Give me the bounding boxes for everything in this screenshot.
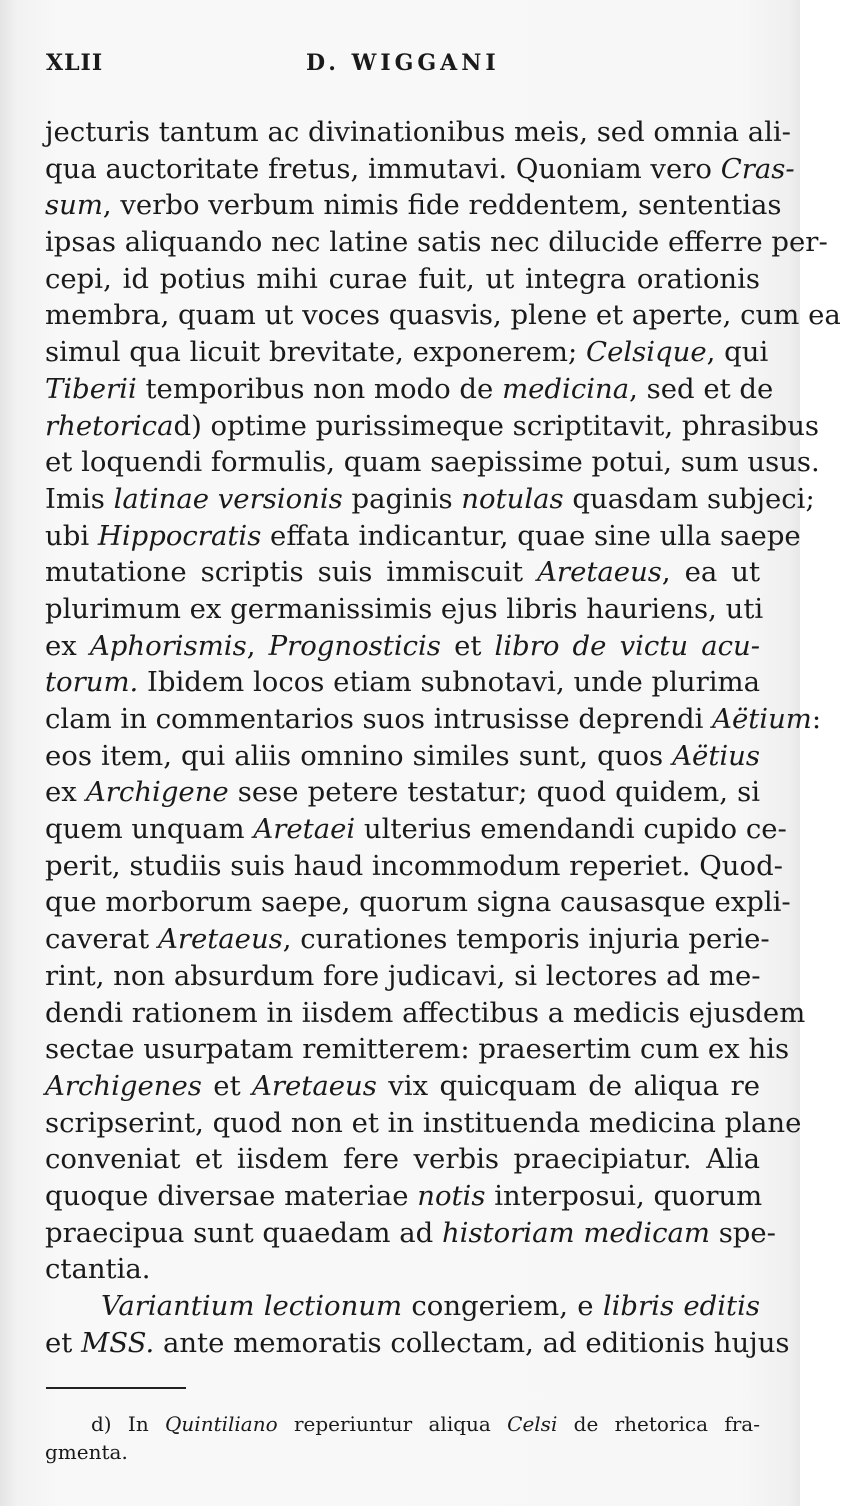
text-run: Ibidem locos etiam subnotavi, unde plurima [138,666,761,699]
italic-text: Tiberii [45,372,137,405]
text-run: dendi rationem in iisdem affectibus a medicis ejusdem [45,996,806,1029]
text-run: , ea ut [661,556,760,589]
italic-text: historiam medicam [441,1216,710,1249]
text-run: jecturis tantum ac divinationibus meis, sed omnia ali- [45,116,791,148]
text-run: vix quicquam de aliqua re [376,1069,761,1102]
running-head: D. WIGGANI [306,50,500,76]
text-line [45,224,828,261]
text-line [45,408,820,445]
text-run: et [45,1326,82,1359]
italic-text: rhetorica [45,409,174,442]
text-run: eos item, qui aliis omnino similes sunt, quos [45,739,673,772]
text-run: quem unquam [45,813,254,846]
text-line [45,1068,760,1105]
footnote-line [45,1410,760,1438]
text-line [45,848,783,885]
text-run: interposui, quorum [485,1179,763,1212]
text-run: Imis [45,482,114,515]
text-line [45,297,841,334]
text-line [45,1178,763,1215]
page-header [46,42,760,82]
text-run: que morborum saepe, quorum signa causasque expli- [45,886,791,919]
text-line [45,1031,790,1068]
italic-text: Archigenes [45,1069,202,1102]
text-line [45,1105,802,1142]
text-run: conveniat et iisdem fere verbis praecipiatur. Alia [45,1143,760,1176]
italic-text: Aretaeus [252,1069,377,1102]
text-run: scripserint, quod non et in instituenda medicina plane [45,1106,802,1139]
text-line [45,774,760,811]
text-line [45,518,801,555]
text-line [45,151,795,188]
italic-text: Cras- [720,152,795,185]
text-line [45,444,820,481]
text-run: et loquendi formulis, quam saepissime potui, sum usus. [45,446,820,479]
text-run: perit, studiis suis haud incommodum reperiet. Quod- [45,849,783,882]
text-line [45,334,769,371]
text-run: ante memoratis collectam, ad editionis hujus [154,1326,790,1359]
italic-text: Aretaei [253,813,356,846]
text-line [45,811,787,848]
italic-text: notis [417,1179,486,1212]
text-run: , sed et de [629,372,774,405]
text-run: d) optime purissimeque scriptitavit, phrasibus [173,409,820,442]
text-run: paginis [342,482,462,515]
footnote-divider [46,1387,186,1389]
italic-text: Quintiliano [165,1412,278,1436]
italic-text: sum [45,189,103,222]
text-line [45,1141,760,1178]
italic-text: Aphorismis [89,629,247,662]
body-text [45,114,841,1361]
italic-text: medicina [502,372,630,405]
text-run: de rhetorica fra- [557,1412,760,1436]
text-run: quoque diversae materiae [45,1179,418,1212]
text-line [45,995,806,1032]
text-line [45,187,782,224]
italic-text: Variantium lectionum [101,1290,403,1322]
italic-text: Aretaeus [157,923,283,956]
text-run: reperiuntur aliqua [277,1412,508,1436]
text-run: effata indicantur, quae sine ulla saepe [261,519,801,552]
italic-text: MSS. [81,1326,155,1359]
text-line [45,1251,760,1288]
text-run: praecipua sunt quaedam ad [45,1216,442,1249]
italic-text: latinae versionis [113,482,343,515]
text-line [45,1215,776,1252]
text-run: ex [45,629,90,662]
italic-text: Celsi [507,1412,558,1436]
text-run: , curationes temporis injuria perie- [282,923,770,956]
text-line [45,261,760,298]
italic-text: Hippocratis [97,519,262,552]
text-run: cepi, id potius mihi curae fuit, ut integra orationis [45,262,760,295]
text-run: gmenta. [45,1440,128,1464]
text-line [45,701,822,738]
text-run: plurimum ex germanissimis ejus libris hauriens, uti [45,592,764,625]
text-line [45,738,760,775]
text-line [45,664,760,701]
text-line [45,554,760,591]
text-run: ulterius emendandi cupido ce- [355,813,787,846]
text-run: congeriem, e [402,1290,603,1322]
text-line [45,628,760,665]
text-run: ctantia. [45,1253,151,1286]
text-run: temporibus non modo de [136,372,503,405]
italic-text: notulas [461,482,564,515]
text-run: ipsas aliquando nec latine satis nec dilucide efferre per- [45,226,828,259]
text-run: sectae usurpatam remitterem: praesertim cum ex his [45,1033,790,1066]
text-run: simul qua licuit brevitate, exponerem; [45,336,587,369]
text-line [45,1288,760,1325]
text-run: quasdam subjeci; [563,482,815,515]
text-run: clam in commentarios suos intrusisse deprendi [45,703,713,735]
italic-text: Aëtius [672,739,760,772]
italic-text: libro de victu acu- [494,629,760,662]
footnote [45,1410,760,1466]
text-run: qua auctoritate fretus, immutavi. Quoniam vero [45,152,721,185]
text-run: , qui [706,336,769,369]
italic-text: Celsique [586,336,707,369]
text-line [45,1325,790,1362]
text-run: et [201,1069,253,1102]
text-run: : [811,703,822,735]
text-line [45,481,815,518]
text-run: ubi [45,519,98,552]
text-run: caverat [45,923,158,956]
text-run: sese petere testatur; quod quidem, si [228,776,761,809]
text-line [45,114,791,151]
text-line [45,958,760,995]
text-line [45,921,770,958]
italic-text: Aretaeus [537,556,662,589]
italic-text: Archigene [85,776,229,809]
page-number: XLII [46,50,104,76]
text-line [45,371,774,408]
text-line [45,884,791,921]
text-run: , [246,629,269,662]
text-run: spe- [709,1216,776,1249]
text-run: rint, non absurdum fore judicavi, si lectores ad me- [45,959,761,992]
text-run: ex [45,776,86,809]
text-run: membra, quam ut voces quasvis, plene et aperte, cum ea [45,299,841,332]
text-run: mutatione scriptis suis immiscuit [45,556,538,589]
text-run: d) In [91,1412,166,1436]
italic-text: libris editis [602,1290,760,1322]
italic-text: Prognosticis [268,629,441,662]
italic-text: Aëtium [712,703,812,735]
text-run: et [440,629,495,662]
footnote-line [45,1438,760,1466]
italic-text: torum. [45,666,139,699]
text-run: , verbo verbum nimis fide reddentem, sententias [102,189,782,222]
text-line [45,591,764,628]
